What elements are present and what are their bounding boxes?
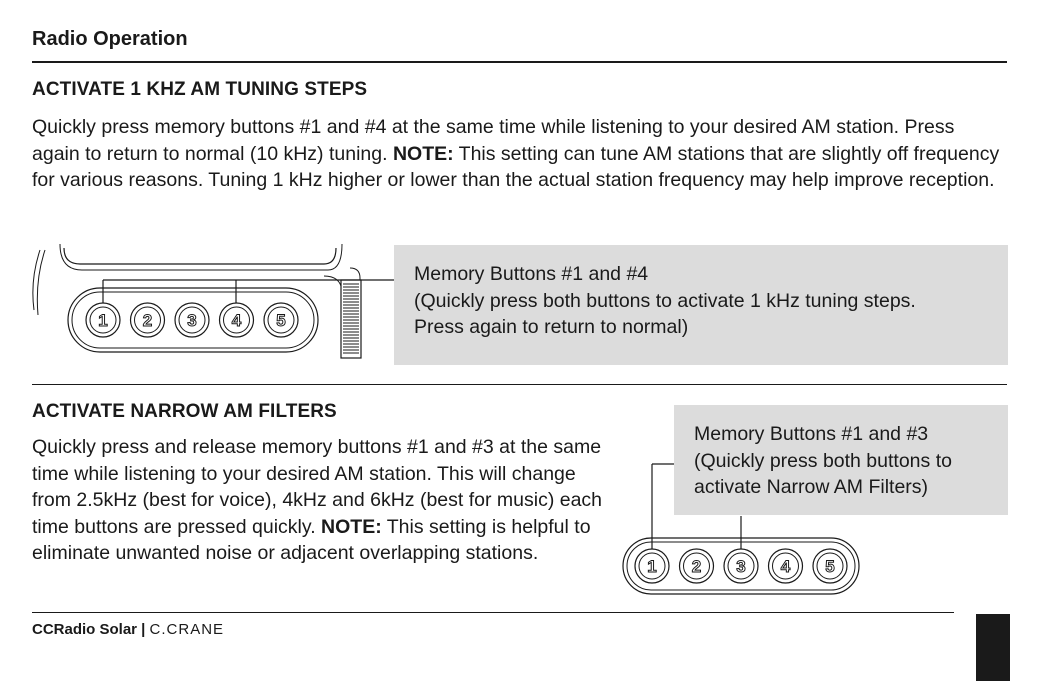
display-window-edge (60, 244, 342, 270)
radio-buttons-illustration-2 (618, 458, 868, 598)
callout-line: (Quickly press both buttons to (694, 449, 952, 472)
radio-buttons-illustration-1 (28, 240, 400, 365)
memory-button-label: 4 (231, 311, 242, 330)
callout-buttons-1-4 (394, 245, 1008, 365)
footer-product: CCRadio Solar | (32, 621, 150, 638)
memory-buttons-row-1 (86, 303, 298, 337)
memory-button-label: 3 (187, 311, 197, 330)
section1-heading: ACTIVATE 1 KHZ AM TUNING STEPS (32, 79, 368, 100)
header-rule (32, 61, 1007, 63)
callout-line: activate Narrow AM Filters) (694, 476, 929, 498)
memory-button-label: 2 (691, 557, 702, 576)
brand-logo: C.CRANE (149, 621, 225, 638)
tuning-knob (341, 280, 361, 358)
section2-body (32, 434, 607, 567)
section2-body-pre: Quickly press and release memory buttons #1 and #3 at the same time while listening to your desired AM station. This will change from 2.5kHz (best for voice), 4kHz and 6kHz (best for music) each time buttons are pressed quickly. (32, 436, 603, 538)
section2-body-post: This setting is helpful to eliminate unwanted noise or adjacent overlapping stations. (32, 515, 591, 564)
footer (32, 621, 224, 638)
memory-button-label: 1 (647, 557, 657, 576)
section1-body-pre: Quickly press memory buttons #1 and #4 at the same time while listening to your desired AM station. Press again to return to normal (10 kHz) tuning. (32, 116, 955, 165)
memory-button-label: 3 (736, 557, 746, 576)
page-title: Radio Operation (32, 28, 188, 50)
memory-buttons-row-2 (635, 549, 847, 583)
section1-body-post: This setting can tune AM stations that are slightly off frequency for various reasons. Tuning 1 kHz higher or lower than the actual station frequency may help improve reception. (32, 142, 1000, 191)
memory-button-label: 5 (825, 557, 835, 576)
memory-button-label: 5 (276, 311, 286, 330)
page-tab (976, 614, 1010, 681)
section1-note-label: NOTE: (392, 142, 454, 165)
section2-note-label: NOTE: (321, 515, 382, 538)
radio-edge-curve (37, 250, 45, 315)
callout-line: Press again to return to normal) (414, 316, 689, 338)
callout-line: Memory Buttons #1 and #3 (694, 423, 929, 445)
footer-rule (32, 612, 954, 613)
memory-button-label: 1 (98, 311, 108, 330)
memory-button-label: 4 (780, 557, 791, 576)
display-window-edge (64, 248, 336, 264)
section1-body (32, 114, 1007, 194)
callout-line: (Quickly press both buttons to activate 1 kHz tuning steps. (414, 289, 916, 312)
callout-line: Memory Buttons #1 and #4 (414, 263, 649, 285)
section2-heading: ACTIVATE NARROW AM FILTERS (32, 401, 337, 422)
side-panel-edge (324, 276, 342, 352)
radio-edge-curve (33, 250, 40, 310)
section-divider (32, 384, 1007, 385)
memory-button-label: 2 (142, 311, 153, 330)
